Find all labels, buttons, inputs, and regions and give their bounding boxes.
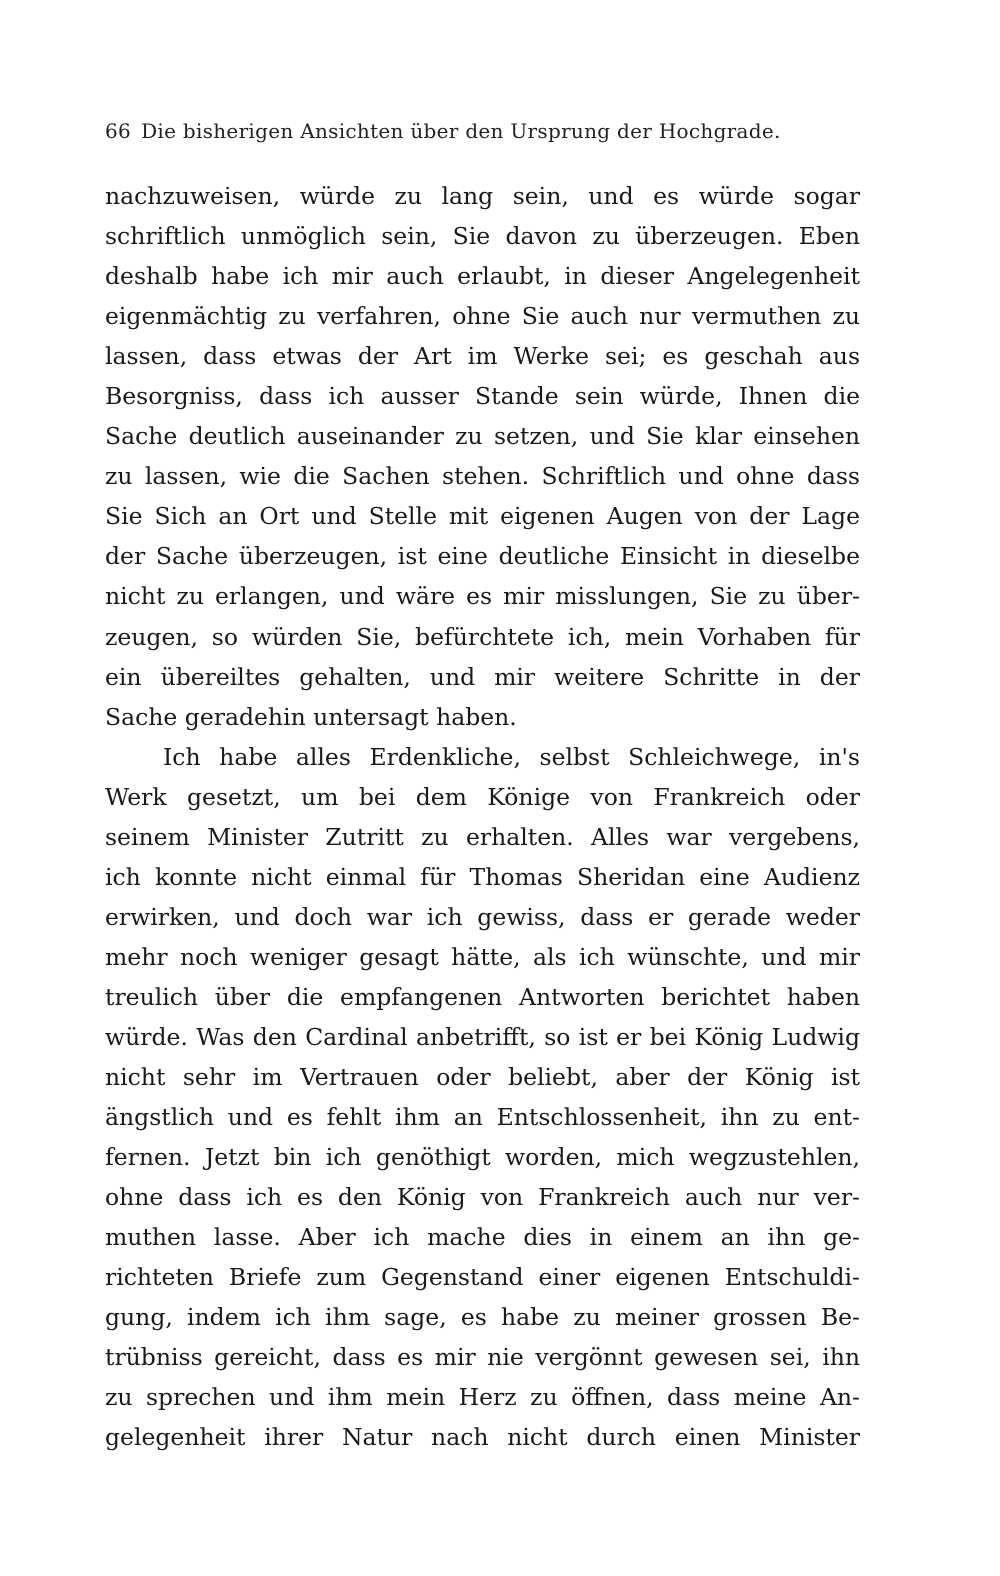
text-line: schriftlich unmöglich sein, Sie davon zu überzeugen. Eben [105, 222, 860, 251]
text-line: Werk gesetzt, um bei dem Könige von Frankreich oder [105, 782, 860, 811]
text-line: fernen. Jetzt bin ich genöthigt worden, mich wegzustehlen, [105, 1143, 860, 1172]
text-line: nicht zu erlangen, und wäre es mir misslungen, Sie zu über- [105, 582, 860, 611]
text-line: Besorgniss, dass ich ausser Stande sein würde, Ihnen die [105, 382, 860, 411]
body-text [105, 176, 860, 1458]
text-line: mehr noch weniger gesagt hätte, als ich wünschte, und mir [105, 942, 860, 971]
text-line: Sache geradehin untersagt haben. [105, 702, 517, 731]
running-title: Die bisherigen Ansichten über den Ursprung der Hochgrade. [141, 119, 781, 143]
text-line: eigenmächtig zu verfahren, ohne Sie auch nur vermuthen zu [105, 302, 860, 331]
text-line: treulich über die empfangenen Antworten berichtet haben [105, 982, 860, 1011]
text-line: ein übereiltes gehalten, und mir weitere Schritte in der [105, 662, 860, 691]
text-line: gung, indem ich ihm sage, es habe zu meiner grossen Be- [105, 1303, 860, 1332]
text-line: muthen lasse. Aber ich mache dies in einem an ihn ge- [105, 1223, 860, 1252]
text-line: Sache deutlich auseinander zu setzen, und Sie klar einsehen [105, 422, 860, 451]
text-line: zeugen, so würden Sie, befürchtete ich, mein Vorhaben für [105, 622, 860, 651]
text-line: zu sprechen und ihm mein Herz zu öffnen, dass meine An- [105, 1383, 860, 1412]
text-line: trübniss gereicht, dass es mir nie vergönnt gewesen sei, ihn [105, 1343, 860, 1372]
text-line: würde. Was den Cardinal anbetrifft, so ist er bei König Ludwig [105, 1022, 860, 1051]
page-number: 66 [105, 119, 132, 143]
text-line: erwirken, und doch war ich gewiss, dass er gerade weder [105, 902, 860, 931]
text-line: der Sache überzeugen, ist eine deutliche Einsicht in dieselbe [105, 542, 860, 571]
paragraph-start-line: Ich habe alles Erdenkliche, selbst Schleichwege, in's [163, 742, 860, 771]
text-line: Sie Sich an Ort und Stelle mit eigenen Augen von der Lage [105, 502, 860, 531]
text-line: gelegenheit ihrer Natur nach nicht durch einen Minister [105, 1423, 860, 1452]
text-line: zu lassen, wie die Sachen stehen. Schriftlich und ohne dass [105, 462, 860, 491]
running-header [105, 118, 865, 144]
text-line: ich konnte nicht einmal für Thomas Sheridan eine Audienz [105, 862, 860, 891]
text-line: nachzuweisen, würde zu lang sein, und es würde sogar [105, 182, 860, 210]
text-line: lassen, dass etwas der Art im Werke sei; es geschah aus [105, 342, 860, 371]
text-line: richteten Briefe zum Gegenstand einer eigenen Entschuldi- [105, 1263, 860, 1292]
text-line: ängstlich und es fehlt ihm an Entschlossenheit, ihn zu ent- [105, 1103, 860, 1132]
text-line: nicht sehr im Vertrauen oder beliebt, aber der König ist [105, 1063, 860, 1092]
text-line: ohne dass ich es den König von Frankreich auch nur ver- [105, 1183, 860, 1212]
text-line: seinem Minister Zutritt zu erhalten. Alles war vergebens, [105, 822, 860, 851]
text-line: deshalb habe ich mir auch erlaubt, in dieser Angelegenheit [105, 262, 860, 291]
